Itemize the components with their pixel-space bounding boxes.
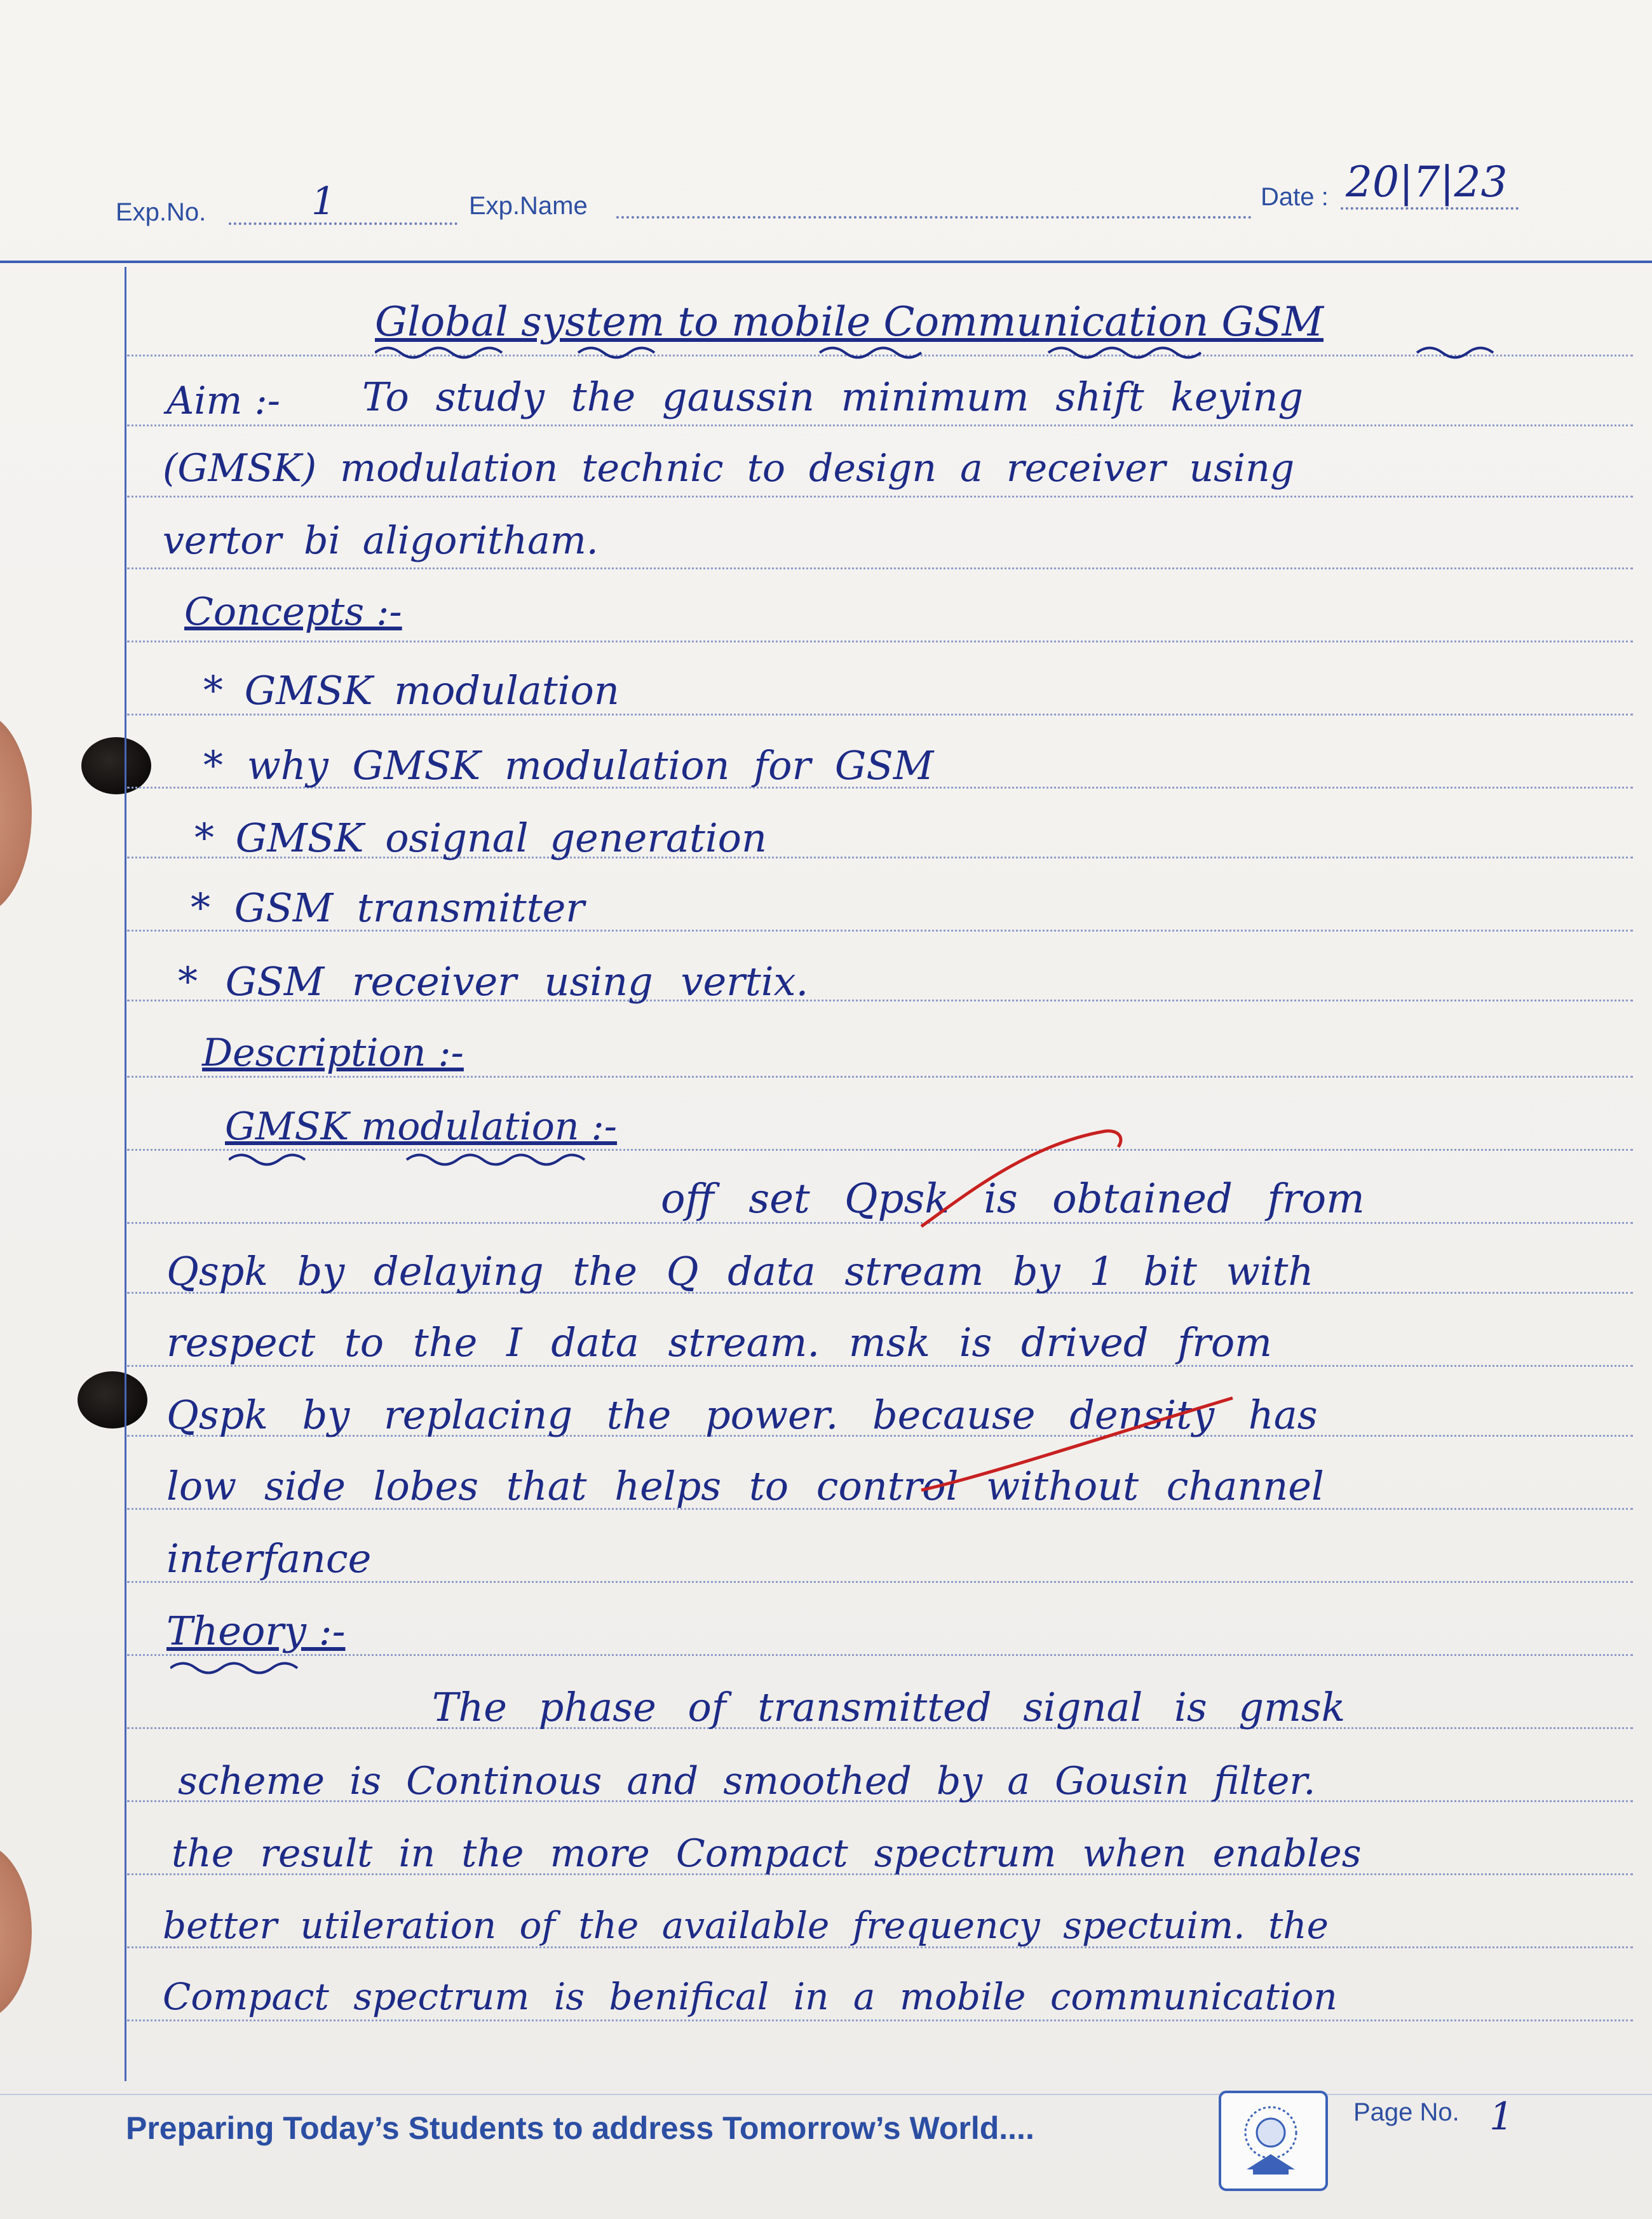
subheading-squiggle xyxy=(229,1150,635,1169)
description-line: low side lobes that helps to control without channel xyxy=(166,1463,1324,1509)
concept-item: * why GMSK modulation for GSM xyxy=(203,742,934,789)
concept-item: * GSM transmitter xyxy=(191,885,585,931)
description-line: respect to the I data stream. msk is drived from xyxy=(166,1319,1272,1366)
exp-name-label: Exp.Name xyxy=(469,192,588,220)
punch-hole-2 xyxy=(78,1371,147,1428)
college-logo xyxy=(1219,2091,1328,2191)
theory-line: Compact spectrum is benifical in a mobile communication xyxy=(163,1975,1337,2018)
rule-line xyxy=(127,496,1633,498)
concept-item: * GSM receiver using vertix. xyxy=(178,958,809,1005)
margin-line xyxy=(125,267,126,2081)
theory-heading: Theory :- xyxy=(166,1608,346,1654)
title-squiggle xyxy=(375,343,1512,362)
page-title: Global system to mobile Communication GSM xyxy=(375,299,1324,346)
footer-tagline: Preparing Today’s Students to address Tomorrow’s World.... xyxy=(126,2110,1034,2146)
theory-line: The phase of transmitted signal is gmsk xyxy=(432,1684,1346,1730)
page-no-label: Page No. xyxy=(1353,2098,1459,2126)
red-correction-because xyxy=(915,1379,1245,1506)
aim-heading: Aim :- xyxy=(166,379,280,423)
theory-squiggle xyxy=(170,1659,323,1678)
page-no-value: 1 xyxy=(1489,2094,1514,2139)
aim-line-2: (GMSK) modulation technic to design a receiver using xyxy=(163,446,1295,491)
theory-line: the result in the more Compact spectrum when enables xyxy=(172,1831,1362,1876)
concepts-heading: Concepts :- xyxy=(184,590,402,634)
concept-item: * GMSK osignal generation xyxy=(194,815,767,861)
aim-line-3: vertor bi aligoritham. xyxy=(163,519,599,563)
description-line: off set Qpsk is obtained from xyxy=(661,1176,1365,1223)
date-dots xyxy=(1341,207,1519,210)
exp-name-dots xyxy=(616,216,1252,219)
rule-line xyxy=(127,424,1633,426)
exp-no-dots xyxy=(229,222,457,225)
rule-line xyxy=(127,567,1633,569)
rule-line xyxy=(127,641,1633,642)
thumb-top xyxy=(0,712,32,915)
punch-hole-1 xyxy=(81,737,151,794)
description-subheading: GMSK modulation :- xyxy=(225,1104,618,1149)
rule-line xyxy=(127,714,1633,716)
theory-line: better utileration of the available frequency spectuim. the xyxy=(163,1904,1329,1947)
rule-line xyxy=(127,1654,1633,1656)
description-heading: Description :- xyxy=(202,1031,464,1075)
header-rule xyxy=(0,261,1652,263)
college-emblem-icon xyxy=(1221,2093,1320,2183)
thumb-bottom xyxy=(0,1843,32,2021)
aim-line-1: To study the gaussin minimum shift keying xyxy=(362,374,1304,420)
rule-line xyxy=(127,1076,1633,1078)
exp-no-label: Exp.No. xyxy=(116,198,207,226)
concept-item: * GMSK modulation xyxy=(203,667,620,714)
description-line: Qspk by replacing the power. because density has xyxy=(166,1392,1318,1438)
date-label: Date : xyxy=(1261,183,1329,211)
date-value: 20|7|23 xyxy=(1346,158,1508,207)
red-correction-qpsk xyxy=(915,1118,1131,1245)
description-line: interfance xyxy=(166,1535,372,1582)
description-line: Qspk by delaying the Q data stream by 1 bit with xyxy=(166,1248,1314,1294)
theory-line: scheme is Continous and smoothed by a Gousin filter. xyxy=(178,1759,1316,1803)
footer-rule xyxy=(0,2094,1652,2095)
exp-no-value: 1 xyxy=(311,179,336,224)
rule-line xyxy=(127,2019,1633,2021)
